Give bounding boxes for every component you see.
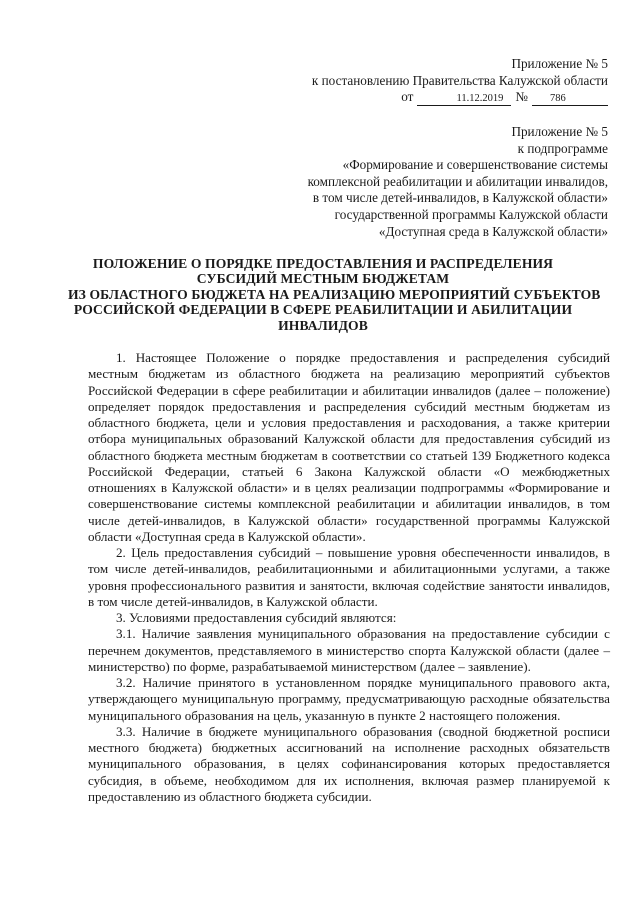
number-field: 786 [532,93,608,106]
number-label: № [515,89,528,104]
paragraph-3-1: 3.1. Наличие заявления муниципального образования на предоставление субсидии с перечнем документов, представляемого в министерство спорта Калужской области (далее – министерство) по форме, разрабатываемой министерством (далее – заявление). [88,626,610,674]
paragraph-3-2: 3.2. Наличие принятого в установленном порядке муниципального правового акта, утверждающего муниципальную программу, предусматривающую расходные обязательства муниципального образования на цель, указанную в пункте 2 настоящего положения. [88,675,610,723]
document-title [68,256,601,333]
annex-line: государственной программы Калужской области [334,206,608,222]
annex-line: Приложение № 5 [511,124,608,139]
paragraph-2: 2. Цель предоставления субсидий – повышение уровня обеспеченности инвалидов, в том числе детей-инвалидов, реабилитационными и абилитационными услугами, а также уровня профессионального развития и занятости, включая содействие занятости инвалидов, в том числе детей-инвалидов, в Калужской области. [88,545,610,609]
subprogram-annex-header [188,124,608,240]
header-date-line [188,89,608,106]
document-body [88,350,610,805]
annex-line: комплексной реабилитации и абилитации инвалидов, [307,173,608,189]
paragraph-1: 1. Настоящее Положение о порядке предоставления и распределения субсидий местным бюджетам из областного бюджета на реализацию мероприятий субъектов Российской Федерации в сфере реабилитации и абилитации инвалидов (далее – положение) определяет порядок предоставления и распределения субсидий местным бюджетам из областного бюджета, цели и условия предоставления и расходования, а также критерии отбора муниципальных образований Калужской области для предоставления субсидий из областного бюджета местным бюджетам в соответствии со статьей 139 Бюджетного кодекса Российской Федерации, статьей 6 Закона Калужской области «О межбюджетных отношениях в Калужской области» и в целях реализации подпрограммы «Формирование и совершенствование системы комплексной реабилитации и абилитации инвалидов, в том числе детей-инвалидов, в Калужской области» государственной программы Калужской области «Доступная среда в Калужской области». [88,350,610,544]
header-annex-label: Приложение № 5 [511,56,608,71]
header-resolution-ref: к постановлению Правительства Калужской области [311,72,608,88]
title-line: РОССИЙСКОЙ ФЕДЕРАЦИИ В СФЕРЕ РЕАБИЛИТАЦИИ И АБИЛИТАЦИИ [73,302,573,318]
title-line: ПОЛОЖЕНИЕ О ПОРЯДКЕ ПРЕДОСТАВЛЕНИЯ И РАСПРЕДЕЛЕНИЯ [92,256,554,271]
annex-line: к подпрограмме [517,140,608,156]
resolution-header [188,56,608,106]
title-line: ИНВАЛИДОВ [278,317,368,333]
paragraph-3-3: 3.3. Наличие в бюджете муниципального образования (сводной бюджетной росписи местного бюджета) бюджетных ассигнований на исполнение расходных обязательств муниципального образования, в целях софинансирования которых предоставляется субсидия, в объеме, необходимом для их исполнения, включая размер планируемой к предоставлению из областного бюджета субсидии. [88,723,610,804]
annex-line: в том числе детей-инвалидов, в Калужской области» [312,190,608,206]
title-line: СУБСИДИЙ МЕСТНЫМ БЮДЖЕТАМ [196,271,450,287]
date-field: 11.12.2019 [417,93,511,106]
title-line: ИЗ ОБЛАСТНОГО БЮДЖЕТА НА РЕАЛИЗАЦИЮ МЕРОПРИЯТИЙ СУБЪЕКТОВ [68,286,601,302]
annex-line: «Формирование и совершенствование системы [342,157,608,173]
from-label: от [401,89,414,104]
annex-line: «Доступная среда в Калужской области» [378,223,608,239]
paragraph-3: 3. Условиями предоставления субсидий являются: [116,610,397,625]
